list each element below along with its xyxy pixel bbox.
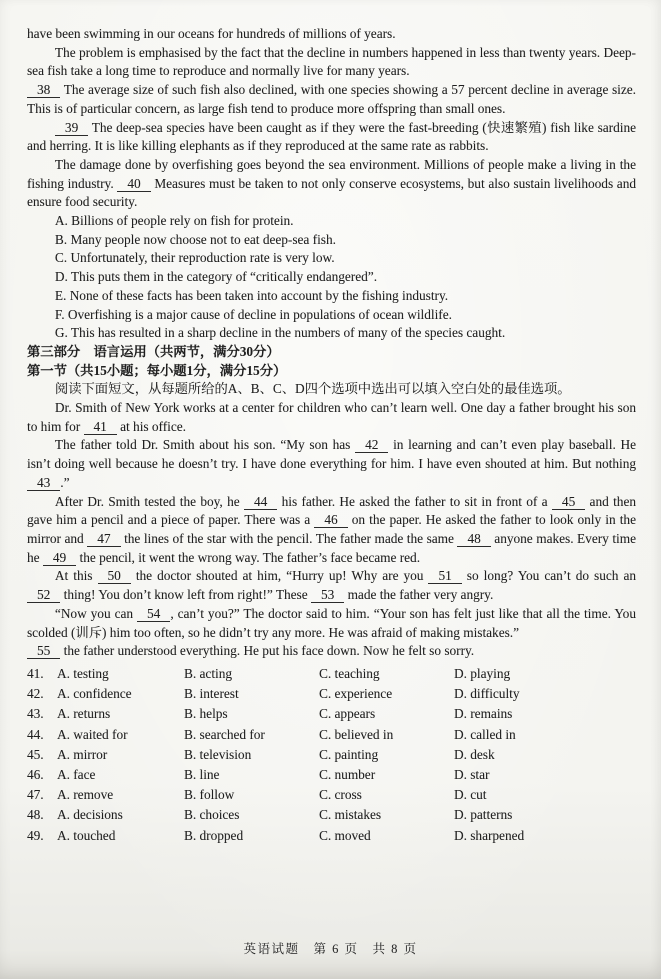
- blank-42: 42: [355, 438, 388, 453]
- option-c: C. mistakes: [319, 807, 382, 823]
- option-b: B. helps: [184, 706, 228, 722]
- option-c: C. appears: [319, 706, 376, 722]
- choice-option-b: B. Many people now choose not to eat deep-sea fish.: [54, 231, 336, 247]
- blank-52: 52: [27, 588, 60, 603]
- option-a: A. remove: [57, 787, 114, 803]
- question-row: [27, 725, 636, 745]
- blank-51: 51: [428, 569, 461, 584]
- reading-paragraph: The problem is emphasised by the fact that the decline in numbers happened in less than twenty years. Deep-sea fish take a long time to reproduce and normally live for many years.: [27, 44, 636, 79]
- blank-50: 50: [98, 569, 131, 584]
- choice-option-e: E. None of these facts has been taken into account by the fishing industry.: [54, 287, 449, 303]
- blank-41: 41: [84, 420, 117, 435]
- option-a: A. touched: [57, 827, 116, 843]
- choice-option-f: F. Overfishing is a major cause of decline in populations of ocean wildlife.: [54, 306, 452, 322]
- question-row: [27, 684, 636, 704]
- question-number: 42.: [27, 686, 44, 702]
- option-d: D. remains: [454, 706, 513, 722]
- blank-55: 55: [27, 644, 60, 659]
- choice-option-a: A. Billions of people rely on fish for protein.: [54, 213, 294, 229]
- blank-46: 46: [314, 513, 347, 528]
- question-row: [27, 704, 636, 724]
- blank-40: 40: [117, 177, 150, 192]
- option-b: B. searched for: [184, 726, 265, 742]
- question-row: [27, 745, 636, 765]
- question-number: 46.: [27, 766, 44, 782]
- blank-48: 48: [457, 532, 490, 547]
- option-a: A. face: [57, 766, 96, 782]
- option-a: A. returns: [57, 706, 111, 722]
- option-c: C. experience: [319, 686, 393, 702]
- cloze-paragraph: 55 the father understood everything. He put his face down. Now he felt so sorry.: [27, 642, 636, 661]
- part-heading: 第三部分 语言运用（共两节，满分30分）: [27, 343, 280, 359]
- reading-paragraph: have been swimming in our oceans for hundreds of millions of years.: [27, 26, 396, 41]
- option-b: B. choices: [184, 807, 240, 823]
- option-b: B. dropped: [184, 827, 244, 843]
- section-instructions: 阅读下面短文，从每题所给的A、B、C、D四个选项中选出可以填入空白处的最佳选项。: [54, 381, 571, 397]
- question-number: 41.: [27, 665, 44, 681]
- option-b: B. interest: [184, 686, 239, 702]
- cloze-paragraph: Dr. Smith of New York works at a center for children who can’t learn well. One day a father brought his son to him for 41 at his office.: [27, 400, 636, 434]
- option-c: C. painting: [319, 746, 379, 762]
- question-row: [27, 664, 636, 684]
- option-d: D. patterns: [454, 807, 513, 823]
- option-d: D. desk: [454, 746, 495, 762]
- reading-paragraph: 38 The average size of such fish also declined, with one species showing a 57 percent decline in average size. This is of particular concern, as large fish tend to produce more offspring than small ones.: [27, 82, 636, 116]
- blank-45: 45: [552, 495, 585, 510]
- question-number: 48.: [27, 807, 44, 823]
- option-c: C. cross: [319, 787, 362, 803]
- cloze-paragraph: “Now you can 54 , can’t you?” The doctor said to him. “Your son has felt just like that all the time. You scolded (训斥) him too often, so he didn’t try any more. He was afraid of making mistakes.”: [27, 605, 636, 640]
- option-d: D. called in: [454, 726, 516, 742]
- question-row: [27, 765, 636, 785]
- blank-54: 54: [137, 607, 170, 622]
- reading-paragraph: The damage done by overfishing goes beyond the sea environment. Millions of people make a living in the fishing industry. 40 Measures must be taken to not only conserve ecosystems, but also sustain livelihoods and ensure food security.: [27, 156, 636, 210]
- option-c: C. teaching: [319, 665, 380, 681]
- question-row: [27, 826, 636, 846]
- blank-47: 47: [87, 532, 120, 547]
- question-number: 45.: [27, 746, 44, 762]
- option-a: A. mirror: [57, 746, 108, 762]
- blank-38: 38: [27, 83, 60, 98]
- choice-option-g: G. This has resulted in a sharp decline in the numbers of many of the species caught.: [54, 325, 506, 341]
- option-a: A. decisions: [57, 807, 123, 823]
- option-d: D. sharpened: [454, 827, 525, 843]
- blank-44: 44: [244, 495, 277, 510]
- blank-43: 43: [27, 476, 60, 491]
- choice-option-d: D. This puts them in the category of “critically endangered”.: [54, 269, 378, 285]
- question-row: [27, 805, 636, 825]
- option-d: D. difficulty: [454, 686, 520, 702]
- question-table: [27, 664, 636, 846]
- choice-list: [27, 212, 636, 343]
- option-a: A. confidence: [57, 686, 132, 702]
- blank-39: 39: [55, 121, 88, 136]
- blank-49: 49: [43, 551, 76, 566]
- choice-option-c: C. Unfortunately, their reproduction rate is very low.: [54, 250, 335, 266]
- option-b: B. follow: [184, 787, 235, 803]
- page-footer: 英语试题 第 6 页 共 8 页: [243, 942, 418, 957]
- blank-53: 53: [311, 588, 344, 603]
- question-number: 43.: [27, 706, 44, 722]
- option-c: C. number: [319, 766, 376, 782]
- option-b: B. acting: [184, 665, 233, 681]
- option-a: A. waited for: [57, 726, 128, 742]
- question-number: 47.: [27, 787, 44, 803]
- cloze-paragraph: The father told Dr. Smith about his son. “My son has 42 in learning and can’t even play baseball. He isn’t doing well because he doesn’t try. I have done everything for him. I have even shouted at him. But nothing 43 .”: [27, 437, 636, 490]
- reading-paragraph: 39 The deep-sea species have been caught as if they were the fast-breeding (快速繁殖) fish like sardine and herring. It is like killing elephants as if they reproduced at the same rate as rabbits.: [27, 119, 636, 154]
- cloze-paragraph: At this 50 the doctor shouted at him, “Hurry up! Why are you 51 so long? You can’t do such an 52 thing! You don’t know left from right!” These 53 made the father very angry.: [27, 567, 636, 604]
- option-d: D. cut: [454, 787, 487, 803]
- cloze-paragraph: After Dr. Smith tested the boy, he 44 his father. He asked the father to sit in front of a 45 and then gave him a pencil and a piece of paper. There was a 46 on the paper. He asked the father to look only in the mirror and 47 the lines of the star with the pencil. The father made the same 48 anyone makes. Every time he 49 the pencil, it went the wrong way. The father’s face became red.: [27, 493, 636, 565]
- question-number: 49.: [27, 827, 44, 843]
- section-heading: 第一节（共15小题；每小题1分，满分15分）: [27, 362, 287, 378]
- option-d: D. star: [454, 766, 490, 782]
- option-b: B. television: [184, 746, 252, 762]
- question-row: [27, 785, 636, 805]
- question-number: 44.: [27, 726, 44, 742]
- option-c: C. moved: [319, 827, 371, 843]
- option-b: B. line: [184, 766, 220, 782]
- option-a: A. testing: [57, 665, 109, 681]
- option-d: D. playing: [454, 665, 511, 681]
- option-c: C. believed in: [319, 726, 394, 742]
